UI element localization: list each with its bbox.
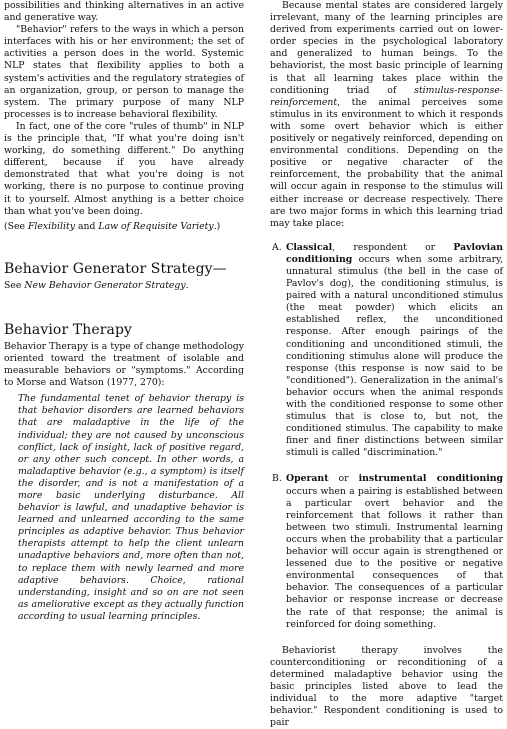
item-label: A.	[272, 241, 282, 253]
text-segment: occurs when some arbitrary, unnatural stimulus (the bell in the case of Pavlov's dog), the conditioning stimulus, is paired with a natural unconditioned stimulus (the meat powder) which elicits an established reflex, the unconditioned response. After enough pairings of the conditioning and unconditioned stimuli, the conditioning stimulus alone will produce the response (this response is now said to be "conditioned"). Generalization in the animal's behavior occurs when the animal responds with the conditioned response to some other stimulus that is close to, but not, the conditioned stimulus. The capability to make finer and finer distinctions between similar stimuli is called "discrimination."	[286, 253, 503, 459]
term-instrumental: instrumental conditioning	[358, 473, 503, 485]
heading-behavior-therapy: Behavior Therapy	[4, 321, 133, 338]
paragraph-behaviorist-therapy: Behaviorist therapy involves the counterconditioning or reconditioning of a determined maladaptive behavior using the basic principles listed above to lead the individual to the more adaptive "target behavior." Respondent conditioning is used to pair	[270, 644, 503, 729]
see-mid: and	[74, 220, 99, 232]
term-stimulus-response-reinforcement: stimulus-response-reinforcement	[270, 84, 503, 108]
quote-text: The fundamental tenet of behavior therapy is that behavior disorders are learned behaviors that are maladaptive in the life of the individual; they are not caused by unconscious conflict, lack of insight, lack of positive regard, or any other such concept. In other words, a maladaptive behavior (e.g., a symptom) is itself the disorder, and is not a manifestation of a more basic underlying disturbance. All behavior is lawful, and unadaptive behavior is learned and unlearned according to the same principles as adaptive behavior. Thus behavior therapists attempt to help the client unlearn unadaptive behaviors and, more often than not, to replace them with newly learned and more adaptive behaviors. Choice, rational understanding, insight and so on are not seen as ameliorative except as they actually function according to usual learning principles.	[18, 393, 244, 622]
text-segment: occurs when a pairing is established between a particular overt behavior and the reinforcement that follows it rather than between two stimuli. Instrumental learning occurs when the probability that a particular behavior will occur again is strengthened or lessened due to the positive or negative environmental consequences of that behavior. The consequences of a particular behavior or response increase or decrease the rate of that response; the animal is reinforced for doing something.	[286, 485, 503, 630]
text-segment: or	[328, 473, 359, 485]
list-item-operant	[270, 473, 503, 630]
block-quote	[18, 393, 244, 623]
right-column	[270, 0, 503, 729]
term-classical: Classical	[286, 241, 333, 253]
cross-ref-new-behavior-generator: New Behavior Generator Strategy	[24, 279, 186, 291]
paragraph-continued: possibilities and thinking alternatives in an active and generative way.	[4, 0, 244, 24]
cross-ref-flexibility: Flexibility	[27, 220, 75, 232]
item-label: B.	[272, 473, 282, 485]
term-pavlovian: Pavlovian conditioning	[286, 241, 503, 265]
item-text	[286, 473, 503, 630]
item-text	[286, 242, 503, 460]
text-segment: Because mental states are considered largely irrelevant, many of the learning principles are derived from experiments carried out on lower-order species in the psychological laboratory and generalized to human beings. To the behaviorist, the most basic principle of learning is that all learning takes place within the conditioning triad of	[270, 0, 503, 96]
left-column	[4, 0, 244, 623]
text-segment: , respondent or	[332, 241, 454, 253]
see-post: .	[185, 279, 189, 291]
see-also-new-behavior	[4, 280, 244, 292]
see-pre: (See	[4, 220, 28, 232]
paragraph-behavior-definition: "Behavior" refers to the ways in which a person interfaces with his or her environment; the set of activities a person does in the world. Systemic NLP states that flexibility applies to both a system's activities and the regulatory strategies of an organization, group, or person to manage the system. The primary purpose of many NLP processes is to increase behavioral flexibility.	[4, 24, 244, 120]
heading-behavior-generator-strategy: Behavior Generator Strategy—	[4, 260, 227, 277]
cross-ref-requisite-variety: Law of Requisite Variety	[98, 220, 214, 232]
see-post: .)	[213, 220, 221, 232]
paragraph-rule-of-thumb: In fact, one of the core "rules of thumb" in NLP is the principle that, "If what you're doing isn't working, do something different." Do anything different, because if you have already demonstrated that what you're doing is not working, there is no purpose to continue proving it to yourself. Almost anything is a better choice than what you've been doing.	[4, 120, 244, 217]
text-segment: , the animal perceives some stimulus in its environment to which it responds with some overt behavior which is either positively or negatively reinforced, depending on environmental conditions. Depending on the positive or negative character of the reinforcement, the probability that the animal will occur again in response to the stimulus will either increase or decrease respectively. There are two major forms in which this learning triad may take place:	[270, 96, 503, 229]
see-also-flexibility	[4, 221, 244, 233]
see-pre: See	[4, 279, 25, 291]
term-operant: Operant	[286, 473, 329, 485]
list-item-classical	[270, 242, 503, 460]
paragraph-behavior-therapy: Behavior Therapy is a type of change methodology oriented toward the treatment of isolable and measurable behaviors or "symptoms." According to Morse and Watson (1977, 270):	[4, 340, 244, 389]
paragraph-learning-principles	[270, 0, 503, 230]
